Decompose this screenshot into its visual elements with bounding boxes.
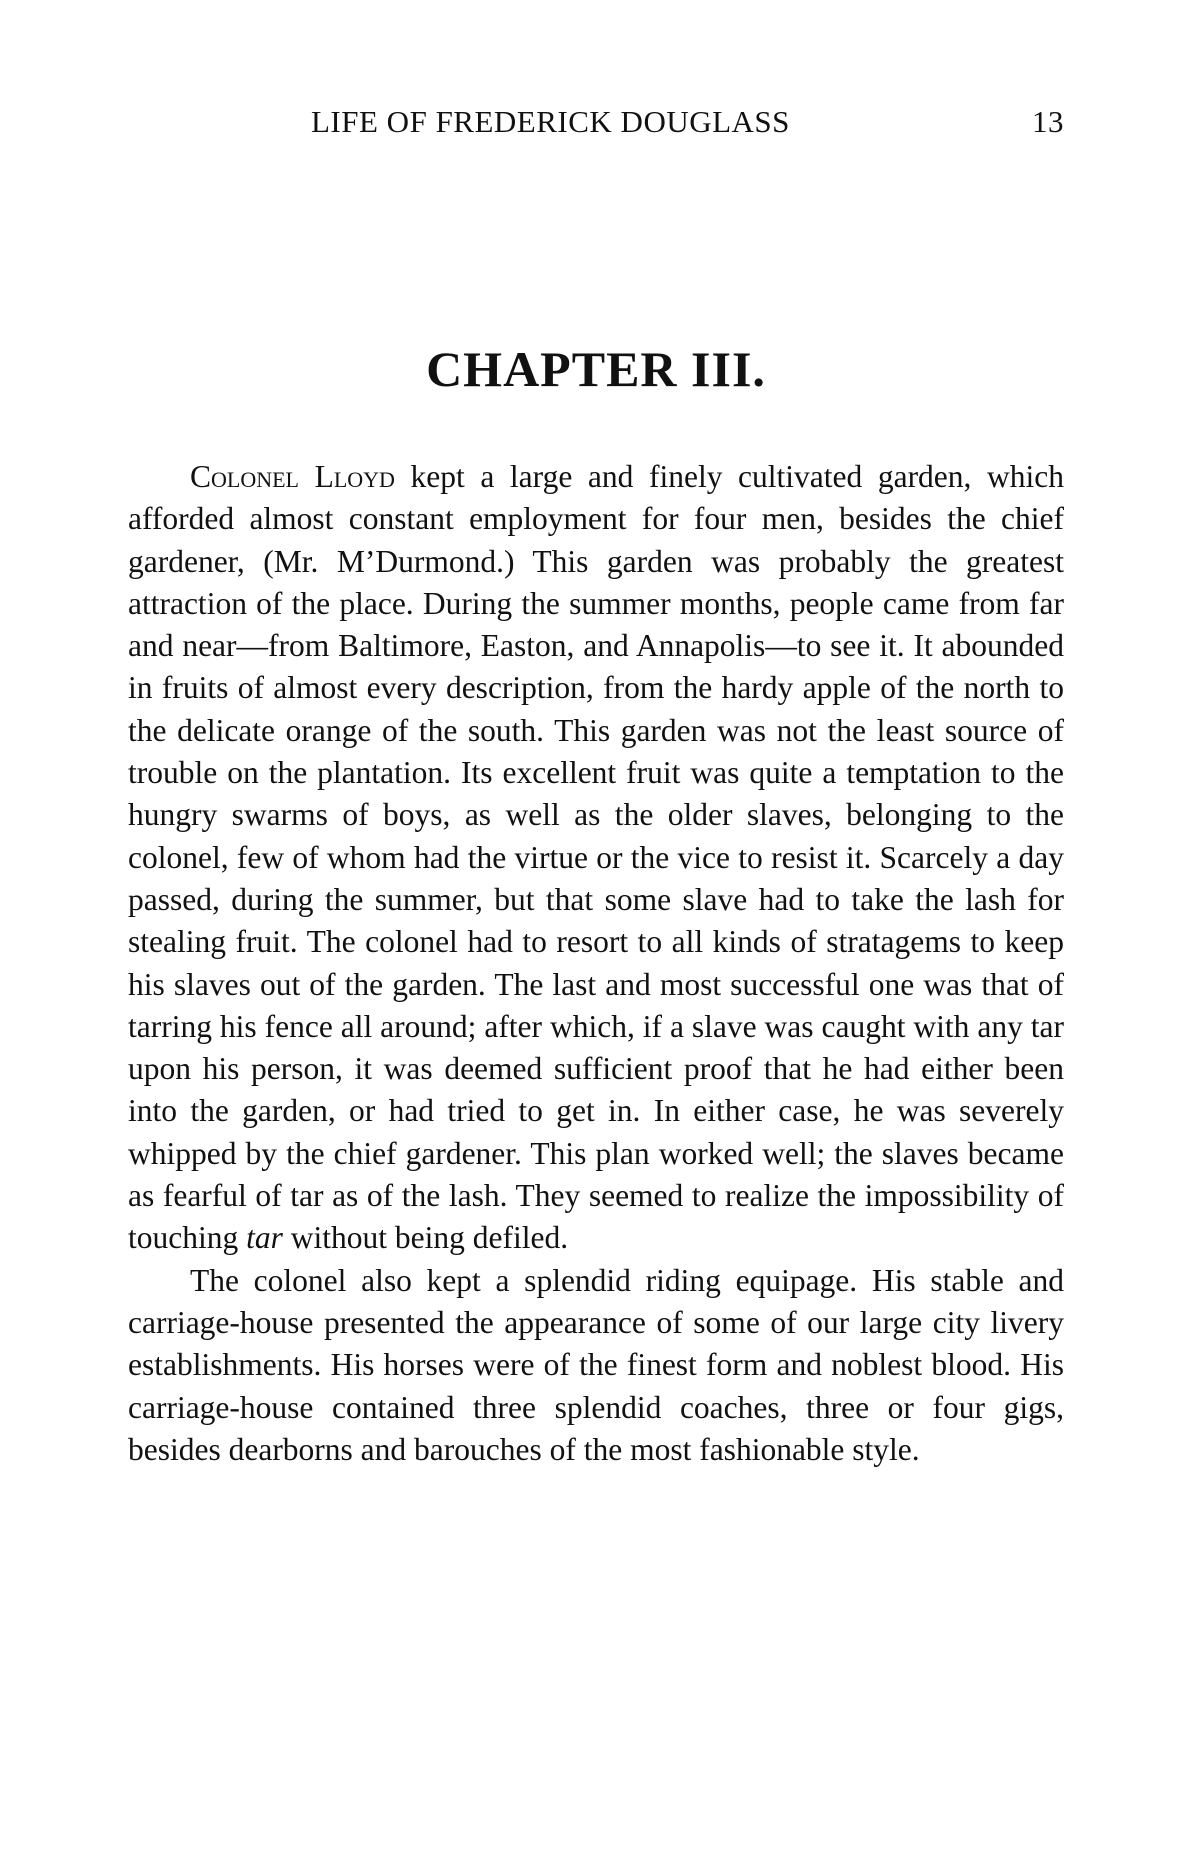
paragraph-text: kept a large and finely cultivated garden, which afforded almost constant employment for four men, besides the chief gardener, (Mr. M’Durmond.) This garden was probably the greatest attraction of the place. During the summer months, people came from far and near—from Baltimore, Easton, and Annapolis—to see it. It abounded in fruits of almost every description, from the hardy apple of the north to the delicate orange of the south. This garden was not the least source of trouble on the plantation. Its excellent fruit was quite a temptation to the hungry swarms of boys, as well as the older slaves, belonging to the colonel, few of whom had the virtue or the vice to resist it. Scarcely a day passed, during the summer, but that some slave had to take the lash for stealing fruit. The colonel had to resort to all kinds of stratagems to keep his slaves out of the garden. The last and most successful one was that of tarring his fence all around; after which, if a slave was caught with any tar upon his person, it was deemed sufficient proof that he had either been into the garden, or had tried to get in. In either case, he was severely whipped by the chief gardener. This plan worked well; the slaves became as fearful of tar as of the lash. They seemed to realize the impossibility of touching bbox=[128, 459, 1064, 1256]
paragraph-lead-small-caps: Colonel Lloyd bbox=[190, 459, 395, 494]
chapter-body bbox=[128, 456, 1064, 1471]
chapter-title: CHAPTER III. bbox=[426, 341, 766, 397]
page-number: 13 bbox=[1032, 104, 1064, 139]
paragraph-2: The colonel also kept a splendid riding equipage. His stable and carriage-house presented the appearance of some of our large city livery establishments. His horses were of the finest form and noblest blood. His carriage-house contained three splendid coaches, three or four gigs, besides dearborns and barouches of the most fashionable style. bbox=[128, 1262, 1064, 1467]
italic-emphasis: tar bbox=[246, 1220, 283, 1256]
paragraph-1 bbox=[128, 456, 1064, 1260]
running-title: LIFE OF FREDERICK DOUGLASS bbox=[311, 104, 790, 139]
paragraph-text-continued: without being defiled. bbox=[282, 1220, 569, 1256]
running-header bbox=[128, 104, 1064, 144]
